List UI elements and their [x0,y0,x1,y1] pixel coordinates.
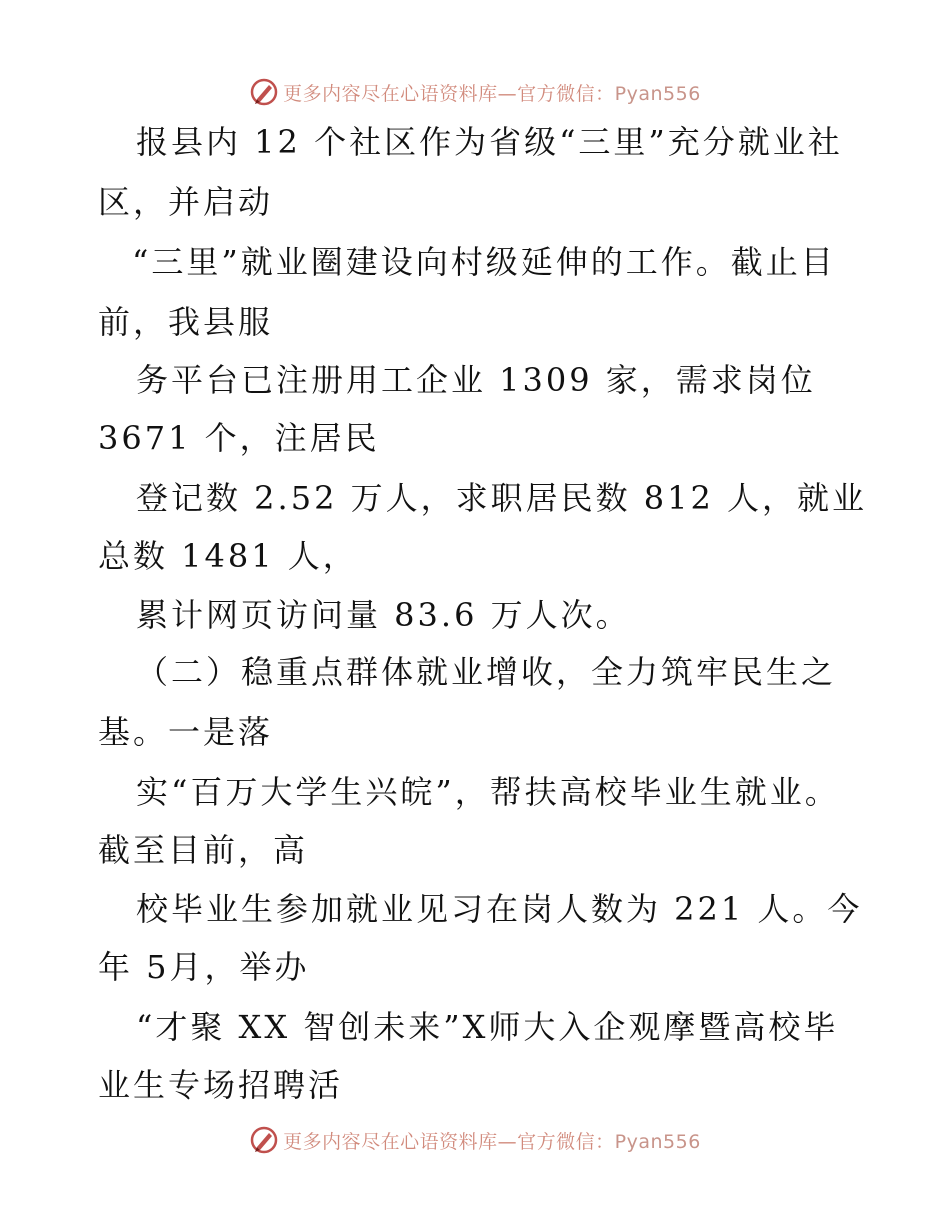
body-line-15: 年 5月，举办 [98,948,310,986]
body-line-17: 业生专场招聘活 [98,1066,344,1104]
body-line-2: 区，并启动 [98,183,274,221]
header-watermark-banner [0,72,950,112]
footer-wechat-id: Pyan556 [614,1130,701,1153]
body-line-6: 3671 个，注居民 [98,419,380,457]
footer-watermark-banner [0,1120,950,1160]
body-line-9: 累计网页访问量 83.6 万人次。 [136,596,631,634]
body-line-4: 前，我县服 [98,303,274,341]
pen-logo-icon [249,1125,279,1155]
header-wechat-id: Pyan556 [614,82,701,105]
body-line-12: 实“百万大学生兴皖”，帮扶高校毕业生就业。 [136,773,840,811]
body-line-7: 登记数 2.52 万人，求职居民数 812 人，就业 [136,479,868,517]
body-line-3: “三里”就业圈建设向村级延伸的工作。截止目 [132,243,836,281]
body-line-8: 总数 1481 人， [98,537,358,575]
body-line-1: 报县内 12 个社区作为省级“三里”充分就业社 [136,123,843,161]
body-line-14: 校毕业生参加就业见习在岗人数为 221 人。今 [136,890,863,928]
body-line-13: 截至目前，高 [98,831,309,869]
body-line-16: “才聚 XX 智创未来”X师大入企观摩暨高校毕 [136,1008,839,1046]
header-watermark-text: 更多内容尽在心语资料库—官方微信：Pyan556 [283,82,701,105]
pen-logo-icon [249,77,279,107]
footer-watermark-text: 更多内容尽在心语资料库—官方微信：Pyan556 [283,1130,701,1153]
body-line-11: 基。一是落 [98,713,274,751]
body-line-5: 务平台已注册用工企业 1309 家，需求岗位 [136,361,816,399]
body-line-10: （二）稳重点群体就业增收，全力筑牢民生之 [136,653,837,691]
